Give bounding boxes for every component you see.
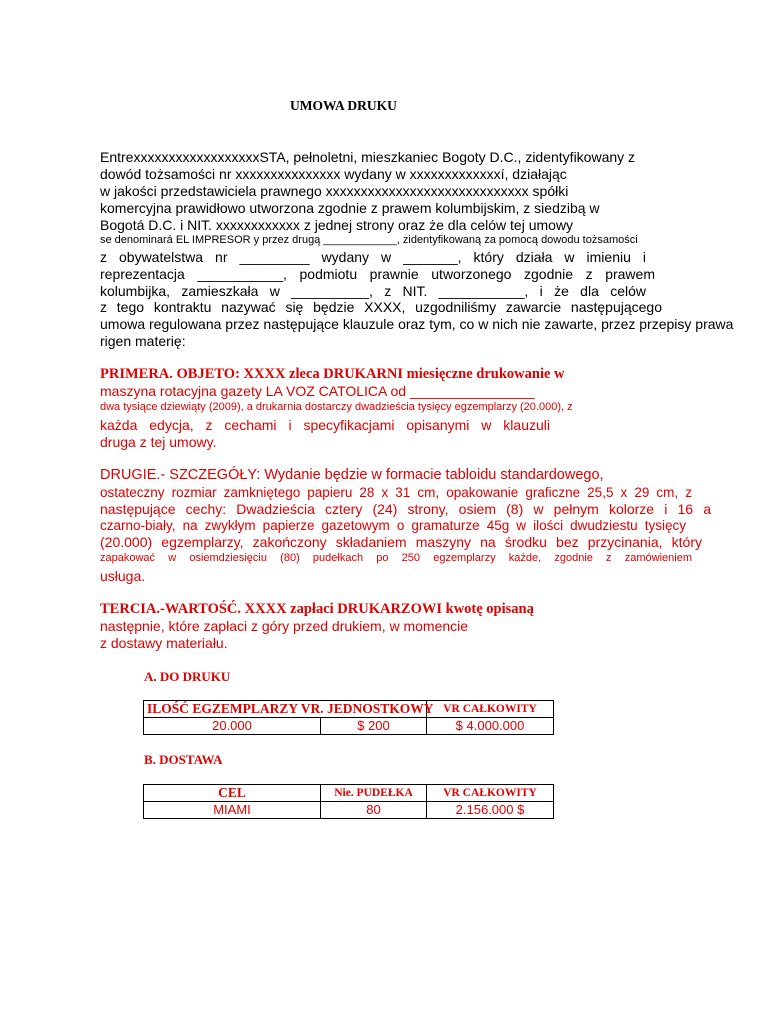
- table-header-boxes: Nie. PUDEŁKA: [321, 785, 427, 802]
- clause-drugie-line-7: usługa.: [100, 568, 146, 584]
- clause-tercia-line-3: z dostawy materiału.: [100, 635, 228, 651]
- table-cell-boxes: 80: [321, 802, 427, 819]
- clause-drugie-line-6: zapakować w osiemdziesięciu (80) pudełkach po 250 egzemplarzy każde, zgodnie z zamówieniem: [100, 552, 692, 564]
- table-row: [144, 802, 554, 819]
- table-cell-destination: MIAMI: [144, 802, 321, 819]
- intro-line-8: reprezentacja ___________, podmiotu prawnie utworzonego zgodnie z prawem: [100, 266, 655, 282]
- clause-tercia-line-2: następnie, które zapłaci z góry przed drukiem, w momencie: [100, 618, 469, 634]
- intro-line-4: komercyjna prawidłowo utworzona zgodnie z prawem kolumbijskim, z siedzibą w: [100, 200, 600, 216]
- clause-primera-heading: PRIMERA. OBJETO: XXXX zleca DRUKARNI miesięczne drukowanie w: [100, 366, 565, 382]
- table-cell-quantity: 20.000: [144, 718, 321, 735]
- intro-line-10: z tego kontraktu nazywać się będzie XXXX, uzgodniliśmy zawarcie następującego: [100, 299, 662, 315]
- table-cell-total: 2.156.000 $: [427, 802, 554, 819]
- section-a-title: A. DO DRUKU: [144, 669, 231, 684]
- table-header-quantity-unit: ILOŚĆ EGZEMPLARZY VR. JEDNOSTKOWY: [144, 701, 427, 718]
- clause-drugie-line-2: ostateczny rozmiar zamkniętego papieru 28 x 31 cm, opakowanie graficzne 25,5 x 29 cm, z: [100, 485, 692, 500]
- clause-drugie-line-5: (20.000) egzemplarzy, zakończony składaniem maszyny na środku bez przycinania, który: [100, 534, 702, 550]
- table-cell-total: $ 4.000.000: [427, 718, 554, 735]
- clause-primera-line-5: druga z tej umowy.: [100, 434, 217, 450]
- table-header-total: VR CAŁKOWITY: [427, 701, 554, 718]
- table-row: [144, 718, 554, 735]
- intro-line-9: kolumbijka, zamieszkała w __________, z NIT. ___________, i że dla celów: [100, 283, 646, 299]
- intro-line-7: z obywatelstwa nr _________ wydany w _______, który działa w imieniu i: [100, 249, 646, 265]
- table-header-row: [144, 785, 554, 802]
- intro-line-1: EntrexxxxxxxxxxxxxxxxxxSTA, pełnoletni, mieszkaniec Bogoty D.C., zidentyfikowany z: [100, 149, 636, 165]
- clause-drugie-line-3: następujące cechy: Dwadzieścia cztery (24) strony, osiem (8) w pełnym kolorze i 16 a: [100, 501, 711, 517]
- intro-line-5: Bogotá D.C. i NIT. xxxxxxxxxxxx z jednej strony oraz że dla celów tej umowy: [100, 217, 574, 233]
- clause-primera-line-2: maszyna rotacyjna gazety LA VOZ CATOLICA od ________________: [100, 383, 535, 399]
- print-cost-table: [143, 700, 554, 735]
- intro-line-2: dowód tożsamości nr xxxxxxxxxxxxxxx wydany w xxxxxxxxxxxxxí, działając: [100, 166, 567, 182]
- clause-primera-line-3: dwa tysiące dziewiąty (2009), a drukarnia dostarczy dwadzieścia tysięcy egzemplarzy (20.000), z: [100, 401, 573, 413]
- section-b-title: B. DOSTAWA: [144, 752, 223, 767]
- table-cell-unit-value: $ 200: [321, 718, 427, 735]
- intro-line-6: se denominará EL IMPRESOR y przez drugą ____________, zidentyfikowaną za pomocą dowodu tożsamości: [100, 234, 638, 246]
- table-header-row: [144, 701, 554, 718]
- clause-primera-line-4: każda edycja, z cechami i specyfikacjami opisanymi w klauzuli: [100, 417, 550, 433]
- table-header-destination: CEL: [144, 785, 321, 802]
- intro-line-12: rigen materię:: [100, 333, 186, 349]
- delivery-cost-table: [143, 784, 554, 819]
- clause-drugie-heading: DRUGIE.- SZCZEGÓŁY: Wydanie będzie w formacie tabloidu standardowego,: [100, 467, 604, 483]
- table-header-total: VR CAŁKOWITY: [427, 785, 554, 802]
- intro-line-3: w jakości przedstawiciela prawnego xxxxxxxxxxxxxxxxxxxxxxxxxxxxx spółki: [100, 183, 569, 199]
- intro-line-11: umowa regulowana przez następujące klauzule oraz tym, co w nich nie zawarte, przez przepisy prawa: [100, 316, 734, 332]
- clause-tercia-heading: TERCIA.-WARTOŚĆ. XXXX zapłaci DRUKARZOWI kwotę opisaną: [100, 601, 534, 617]
- clause-drugie-line-4: czarno-biały, na zwykłym papierze gazetowym o gramaturze 45g w ilości dwudziestu tysięcy: [100, 518, 686, 533]
- document-title: UMOWA DRUKU: [290, 98, 397, 113]
